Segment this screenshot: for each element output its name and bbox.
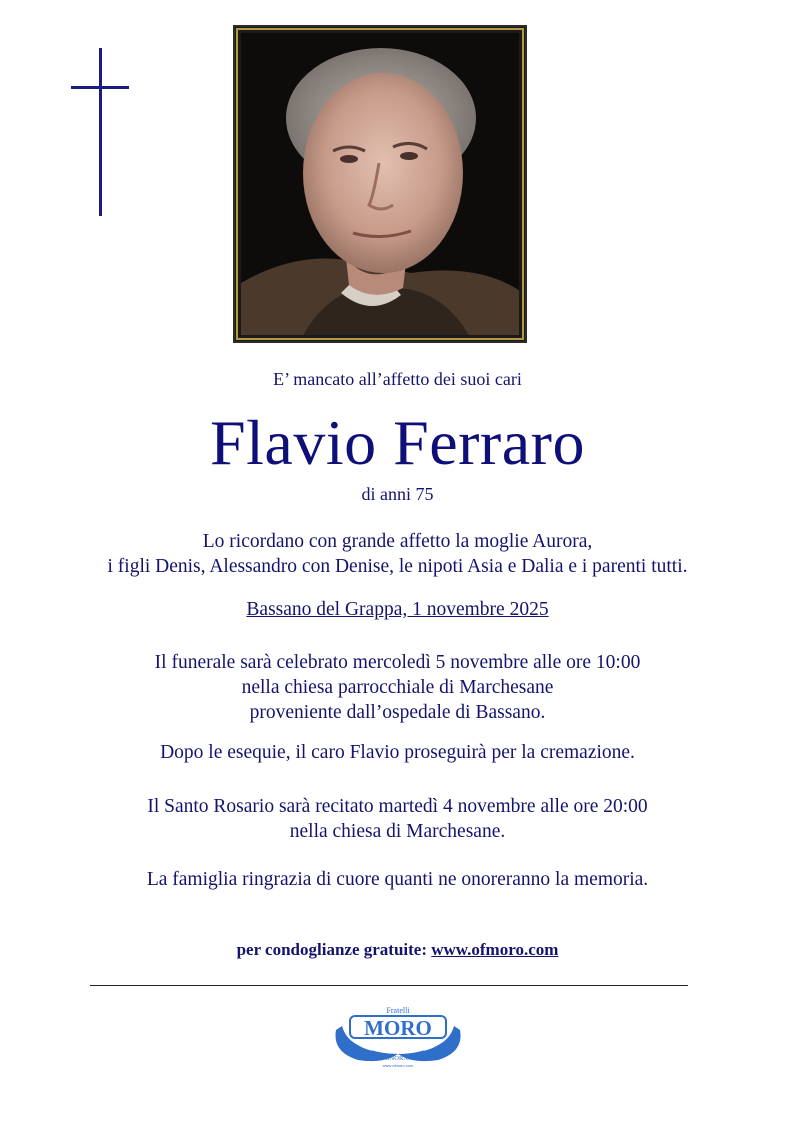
mourners-line: Lo ricordano con grande affetto la moglie Aurora,	[202, 531, 593, 552]
mourners-line: i figli Denis, Alessandro con Denise, le nipoti Asia e Dalia e i parenti tutti.	[107, 556, 688, 577]
logo-main-text: MORO	[364, 1016, 432, 1040]
logo-top-text: Fratelli	[386, 1006, 410, 1015]
divider-line	[90, 985, 688, 986]
place-date-text: Bassano del Grappa, 1 novembre 2025	[246, 599, 549, 620]
place-date	[0, 599, 795, 621]
age-text: di anni 75	[361, 484, 434, 504]
logo-bottom-text: LE ONORANZE	[375, 1055, 421, 1062]
deceased-name: Flavio Ferraro	[210, 407, 585, 478]
condolences-label: per condoglianze gratuite:	[236, 940, 427, 959]
funeral-line: proveniente dall’ospedale di Bassano.	[249, 702, 546, 723]
funeral-line: Il funerale sarà celebrato mercoledì 5 novembre alle ore 10:00	[154, 652, 641, 673]
mourners-paragraph	[0, 529, 795, 579]
condolences-line	[0, 940, 795, 960]
portrait-illustration	[241, 33, 519, 335]
intro-text: E’ mancato all’affetto dei suoi cari	[273, 369, 522, 389]
thanks-text: La famiglia ringrazia di cuore quanti ne onoreranno la memoria.	[146, 869, 649, 890]
condolences-link[interactable]: www.ofmoro.com	[431, 940, 559, 959]
rosary-line: Il Santo Rosario sarà recitato martedì 4 novembre alle ore 20:00	[147, 796, 648, 817]
portrait-photo	[233, 25, 527, 343]
rosary-line: nella chiesa di Marchesane.	[289, 821, 506, 842]
rosary-paragraph	[0, 794, 795, 844]
logo-url-text: www.ofmoro.com	[382, 1063, 414, 1068]
funeral-paragraph	[0, 650, 795, 725]
moro-logo	[328, 1002, 468, 1072]
funeral-line: nella chiesa parrocchiale di Marchesane	[241, 677, 554, 698]
cremation-text: Dopo le esequie, il caro Flavio proseguirà per la cremazione.	[160, 742, 635, 763]
